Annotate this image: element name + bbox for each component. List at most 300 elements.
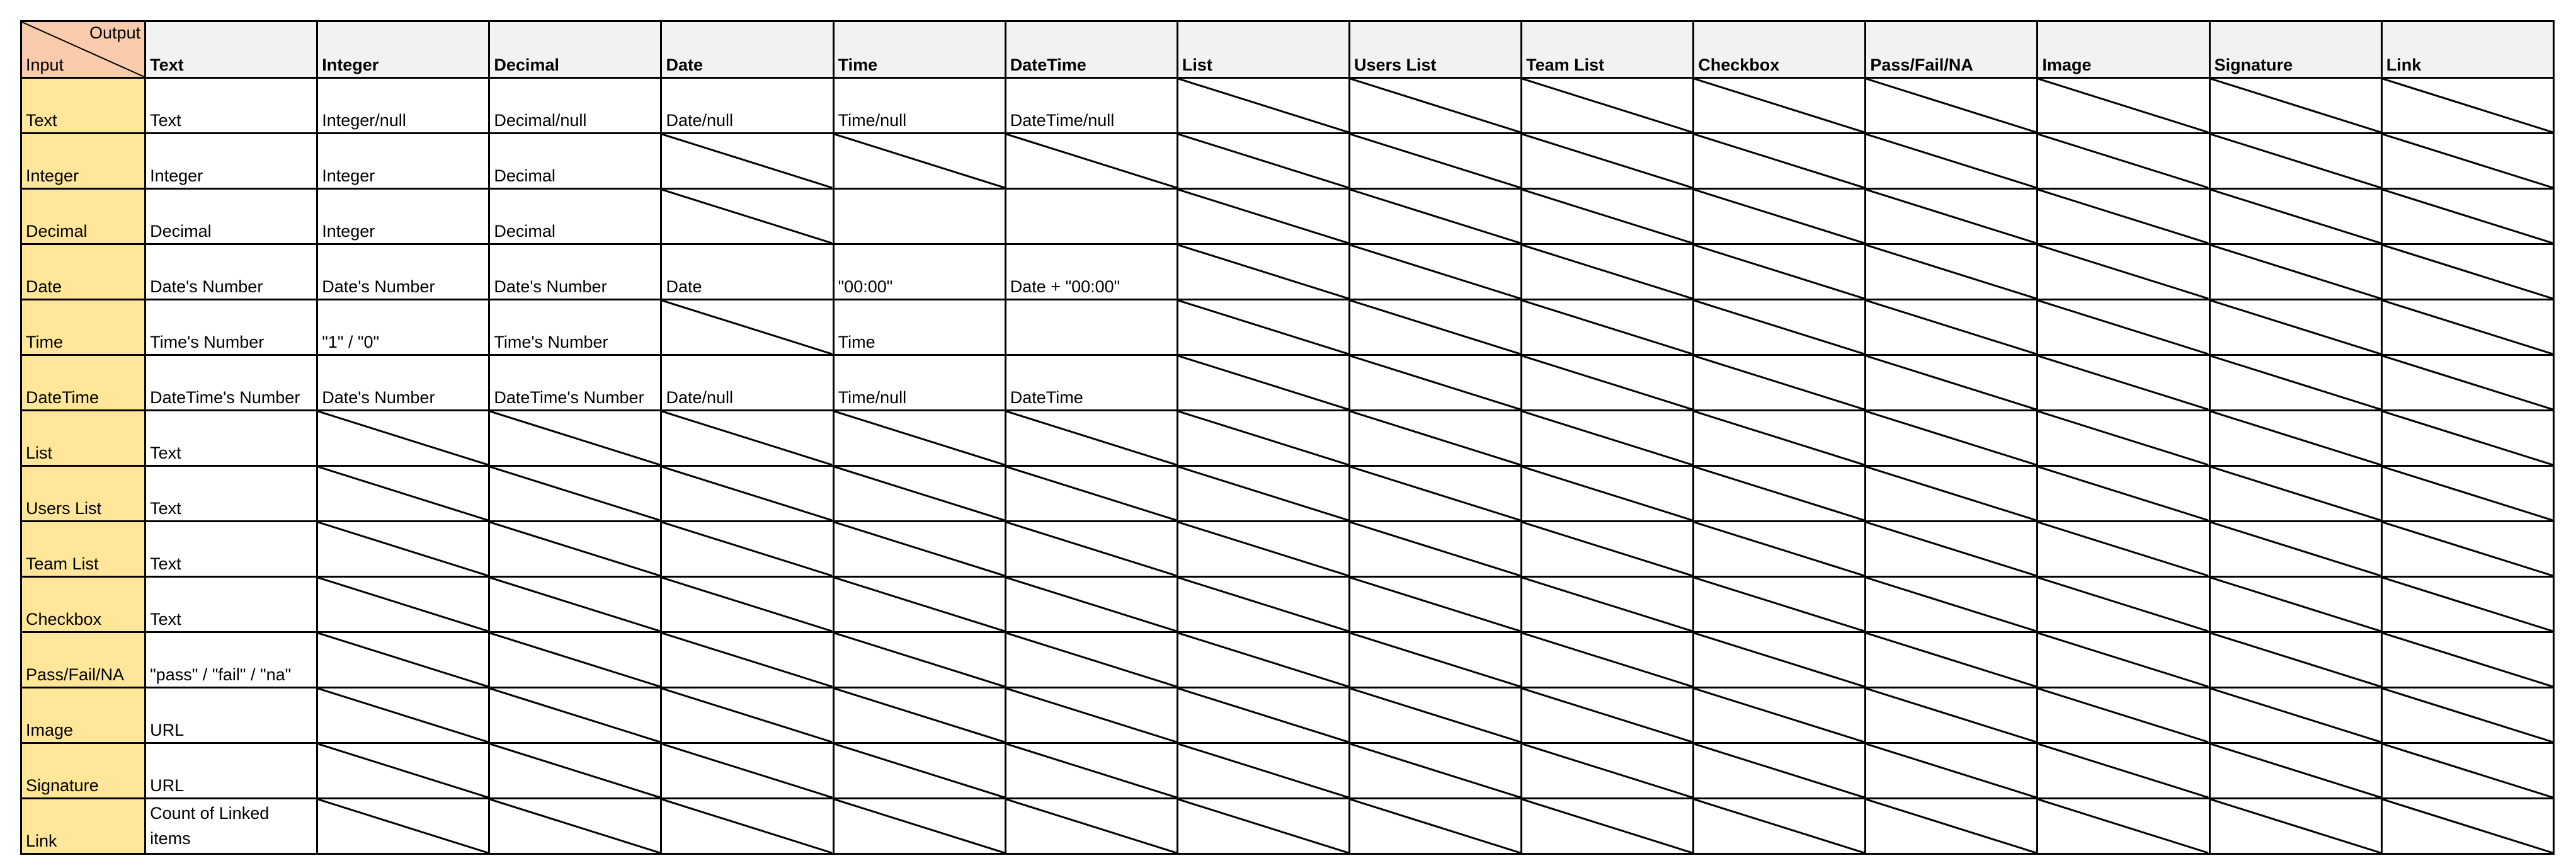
- strike-diagonal: [2038, 190, 2208, 243]
- conversion-cell: [833, 189, 1005, 244]
- strike-diagonal: [1522, 633, 1692, 687]
- conversion-cell: [1005, 189, 1177, 244]
- strike-diagonal: [2383, 190, 2553, 243]
- not-applicable-cell: [2381, 577, 2553, 632]
- strike-diagonal: [2038, 578, 2208, 631]
- column-header-decimal: Decimal: [489, 21, 661, 78]
- strike-diagonal: [1522, 245, 1692, 299]
- not-applicable-cell: [2381, 300, 2553, 355]
- strike-diagonal: [1694, 799, 1864, 853]
- strike-diagonal: [1522, 799, 1692, 853]
- not-applicable-cell: [2037, 688, 2209, 743]
- conversion-cell: [1005, 300, 1177, 355]
- not-applicable-cell: [1177, 134, 1349, 189]
- strike-diagonal: [1350, 578, 1520, 631]
- not-applicable-cell: [2381, 466, 2553, 522]
- table-row: [21, 78, 2554, 134]
- not-applicable-cell: [2209, 632, 2381, 688]
- not-applicable-cell: [1522, 743, 1694, 799]
- strike-diagonal: [1178, 134, 1348, 188]
- not-applicable-cell: [1349, 799, 1521, 854]
- strike-diagonal: [1694, 245, 1864, 299]
- not-applicable-cell: [1866, 411, 2037, 466]
- not-applicable-cell: [1349, 78, 1521, 134]
- strike-diagonal: [2383, 633, 2553, 687]
- strike-diagonal: [2038, 633, 2208, 687]
- conversion-cell: Integer: [317, 134, 489, 189]
- row-header-link: Link: [21, 799, 145, 854]
- not-applicable-cell: [317, 466, 489, 522]
- strike-diagonal: [2383, 467, 2553, 520]
- strike-diagonal: [1350, 300, 1520, 354]
- not-applicable-cell: [1177, 355, 1349, 411]
- strike-diagonal: [1350, 79, 1520, 132]
- not-applicable-cell: [317, 632, 489, 688]
- strike-diagonal: [1522, 134, 1692, 188]
- not-applicable-cell: [2381, 411, 2553, 466]
- strike-diagonal: [662, 633, 832, 687]
- strike-diagonal: [1006, 467, 1177, 520]
- not-applicable-cell: [1866, 78, 2037, 134]
- strike-diagonal: [662, 134, 832, 188]
- not-applicable-cell: [1866, 189, 2037, 244]
- column-header-checkbox: Checkbox: [1694, 21, 1866, 78]
- not-applicable-cell: [833, 632, 1005, 688]
- not-applicable-cell: [1866, 743, 2037, 799]
- row-header-users-list: Users List: [21, 466, 145, 522]
- strike-diagonal: [2211, 578, 2381, 631]
- strike-diagonal: [1006, 134, 1177, 188]
- not-applicable-cell: [489, 466, 661, 522]
- strike-diagonal: [2383, 300, 2553, 354]
- column-header-time: Time: [833, 21, 1005, 78]
- strike-diagonal: [1178, 190, 1348, 243]
- not-applicable-cell: [1005, 134, 1177, 189]
- strike-diagonal: [1866, 411, 2036, 465]
- strike-diagonal: [1522, 688, 1692, 742]
- strike-diagonal: [1178, 688, 1348, 742]
- conversion-cell: DateTime/null: [1005, 78, 1177, 134]
- not-applicable-cell: [2209, 522, 2381, 577]
- not-applicable-cell: [2209, 78, 2381, 134]
- not-applicable-cell: [2037, 632, 2209, 688]
- table-row: [21, 799, 2554, 854]
- not-applicable-cell: [2209, 189, 2381, 244]
- strike-diagonal: [318, 522, 488, 576]
- strike-diagonal: [1522, 744, 1692, 797]
- not-applicable-cell: [1005, 688, 1177, 743]
- not-applicable-cell: [2037, 189, 2209, 244]
- strike-diagonal: [835, 411, 1005, 465]
- not-applicable-cell: [1866, 466, 2037, 522]
- not-applicable-cell: [489, 743, 661, 799]
- column-header-team-list: Team List: [1522, 21, 1694, 78]
- not-applicable-cell: [2037, 300, 2209, 355]
- strike-diagonal: [2211, 134, 2381, 188]
- conversion-cell: Text: [145, 577, 317, 632]
- strike-diagonal: [1178, 522, 1348, 576]
- strike-diagonal: [2038, 744, 2208, 797]
- strike-diagonal: [662, 411, 832, 465]
- conversion-cell: "00:00": [833, 244, 1005, 300]
- output-axis-label: Output: [89, 23, 141, 42]
- strike-diagonal: [1694, 300, 1864, 354]
- strike-diagonal: [2383, 799, 2553, 853]
- not-applicable-cell: [1005, 522, 1177, 577]
- column-header-signature: Signature: [2209, 21, 2381, 78]
- not-applicable-cell: [2209, 244, 2381, 300]
- column-header-pass-fail-na: Pass/Fail/NA: [1866, 21, 2037, 78]
- conversion-cell: "1" / "0": [317, 300, 489, 355]
- strike-diagonal: [662, 467, 832, 520]
- column-header-list: List: [1177, 21, 1349, 78]
- strike-diagonal: [662, 688, 832, 742]
- not-applicable-cell: [489, 799, 661, 854]
- conversion-cell: Date's Number: [145, 244, 317, 300]
- strike-diagonal: [835, 688, 1005, 742]
- not-applicable-cell: [833, 134, 1005, 189]
- not-applicable-cell: [1005, 632, 1177, 688]
- row-header-team-list: Team List: [21, 522, 145, 577]
- conversion-cell: Decimal: [489, 134, 661, 189]
- not-applicable-cell: [1694, 688, 1866, 743]
- row-header-text: Text: [21, 78, 145, 134]
- not-applicable-cell: [2381, 522, 2553, 577]
- strike-diagonal: [1522, 467, 1692, 520]
- strike-diagonal: [1866, 467, 2036, 520]
- not-applicable-cell: [1694, 799, 1866, 854]
- not-applicable-cell: [1866, 799, 2037, 854]
- strike-diagonal: [1866, 245, 2036, 299]
- not-applicable-cell: [1694, 300, 1866, 355]
- not-applicable-cell: [1005, 743, 1177, 799]
- not-applicable-cell: [1177, 688, 1349, 743]
- strike-diagonal: [490, 522, 660, 576]
- strike-diagonal: [1178, 79, 1348, 132]
- strike-diagonal: [1006, 799, 1177, 853]
- not-applicable-cell: [833, 743, 1005, 799]
- conversion-cell: Decimal: [145, 189, 317, 244]
- strike-diagonal: [2383, 411, 2553, 465]
- not-applicable-cell: [1349, 577, 1521, 632]
- not-applicable-cell: [1694, 411, 1866, 466]
- not-applicable-cell: [317, 522, 489, 577]
- not-applicable-cell: [1177, 78, 1349, 134]
- strike-diagonal: [1350, 467, 1520, 520]
- strike-diagonal: [1522, 190, 1692, 243]
- strike-diagonal: [1350, 134, 1520, 188]
- strike-diagonal: [1006, 688, 1177, 742]
- strike-diagonal: [1350, 799, 1520, 853]
- strike-diagonal: [662, 190, 832, 243]
- conversion-cell: Integer: [317, 189, 489, 244]
- table-row: [21, 244, 2554, 300]
- strike-diagonal: [2211, 522, 2381, 576]
- strike-diagonal: [2038, 79, 2208, 132]
- not-applicable-cell: [1349, 355, 1521, 411]
- strike-diagonal: [2383, 578, 2553, 631]
- table-row: [21, 466, 2554, 522]
- strike-diagonal: [490, 578, 660, 631]
- not-applicable-cell: [1177, 577, 1349, 632]
- strike-diagonal: [835, 467, 1005, 520]
- not-applicable-cell: [1866, 300, 2037, 355]
- strike-diagonal: [1522, 578, 1692, 631]
- not-applicable-cell: [1522, 688, 1694, 743]
- not-applicable-cell: [1349, 688, 1521, 743]
- strike-diagonal: [1350, 190, 1520, 243]
- strike-diagonal: [2038, 688, 2208, 742]
- strike-diagonal: [835, 134, 1005, 188]
- row-header-list: List: [21, 411, 145, 466]
- strike-diagonal: [490, 467, 660, 520]
- not-applicable-cell: [489, 522, 661, 577]
- conversion-cell: Date/null: [661, 355, 833, 411]
- conversion-cell: Time/null: [833, 355, 1005, 411]
- not-applicable-cell: [1866, 522, 2037, 577]
- not-applicable-cell: [489, 688, 661, 743]
- conversion-cell: Integer/null: [317, 78, 489, 134]
- strike-diagonal: [1866, 633, 2036, 687]
- table-row: [21, 411, 2554, 466]
- conversion-cell: Count of Linked items: [145, 799, 317, 854]
- conversion-cell: URL: [145, 688, 317, 743]
- not-applicable-cell: [1177, 300, 1349, 355]
- strike-diagonal: [1350, 245, 1520, 299]
- strike-diagonal: [835, 633, 1005, 687]
- strike-diagonal: [1178, 799, 1348, 853]
- strike-diagonal: [1522, 411, 1692, 465]
- strike-diagonal: [1694, 744, 1864, 797]
- not-applicable-cell: [661, 799, 833, 854]
- column-header-users-list: Users List: [1349, 21, 1521, 78]
- strike-diagonal: [1006, 578, 1177, 631]
- not-applicable-cell: [2381, 632, 2553, 688]
- strike-diagonal: [2211, 799, 2381, 853]
- not-applicable-cell: [661, 411, 833, 466]
- row-header-checkbox: Checkbox: [21, 577, 145, 632]
- strike-diagonal: [318, 688, 488, 742]
- not-applicable-cell: [1522, 466, 1694, 522]
- strike-diagonal: [1694, 578, 1864, 631]
- not-applicable-cell: [1177, 799, 1349, 854]
- not-applicable-cell: [2209, 577, 2381, 632]
- not-applicable-cell: [1866, 355, 2037, 411]
- not-applicable-cell: [661, 688, 833, 743]
- conversion-cell: Text: [145, 522, 317, 577]
- strike-diagonal: [2038, 467, 2208, 520]
- table-row: [21, 688, 2554, 743]
- strike-diagonal: [835, 744, 1005, 797]
- strike-diagonal: [1006, 633, 1177, 687]
- column-header-date: Date: [661, 21, 833, 78]
- strike-diagonal: [1866, 688, 2036, 742]
- row-header-integer: Integer: [21, 134, 145, 189]
- not-applicable-cell: [1694, 189, 1866, 244]
- strike-diagonal: [1006, 744, 1177, 797]
- conversion-cell: Time: [833, 300, 1005, 355]
- column-header-text: Text: [145, 21, 317, 78]
- not-applicable-cell: [1177, 189, 1349, 244]
- column-header-integer: Integer: [317, 21, 489, 78]
- table-row: [21, 743, 2554, 799]
- not-applicable-cell: [1522, 244, 1694, 300]
- conversion-matrix: [20, 20, 2555, 855]
- not-applicable-cell: [2037, 411, 2209, 466]
- row-header-date: Date: [21, 244, 145, 300]
- not-applicable-cell: [2037, 522, 2209, 577]
- not-applicable-cell: [1522, 632, 1694, 688]
- not-applicable-cell: [1694, 244, 1866, 300]
- not-applicable-cell: [2209, 799, 2381, 854]
- strike-diagonal: [1178, 411, 1348, 465]
- not-applicable-cell: [1694, 632, 1866, 688]
- not-applicable-cell: [1694, 78, 1866, 134]
- strike-diagonal: [2211, 411, 2381, 465]
- not-applicable-cell: [1522, 78, 1694, 134]
- strike-diagonal: [2211, 467, 2381, 520]
- not-applicable-cell: [317, 743, 489, 799]
- conversion-cell: Decimal: [489, 189, 661, 244]
- conversion-cell: Date's Number: [317, 355, 489, 411]
- not-applicable-cell: [833, 577, 1005, 632]
- not-applicable-cell: [1522, 355, 1694, 411]
- strike-diagonal: [1178, 300, 1348, 354]
- not-applicable-cell: [1177, 743, 1349, 799]
- strike-diagonal: [1866, 134, 2036, 188]
- strike-diagonal: [318, 633, 488, 687]
- strike-diagonal: [1178, 633, 1348, 687]
- conversion-cell: Date's Number: [317, 244, 489, 300]
- not-applicable-cell: [1005, 799, 1177, 854]
- strike-diagonal: [1694, 411, 1864, 465]
- strike-diagonal: [1694, 134, 1864, 188]
- not-applicable-cell: [2381, 688, 2553, 743]
- strike-diagonal: [1350, 522, 1520, 576]
- strike-diagonal: [1350, 411, 1520, 465]
- strike-diagonal: [835, 799, 1005, 853]
- conversion-cell: Text: [145, 78, 317, 134]
- not-applicable-cell: [1349, 300, 1521, 355]
- table-row: [21, 355, 2554, 411]
- not-applicable-cell: [2381, 244, 2553, 300]
- not-applicable-cell: [661, 522, 833, 577]
- not-applicable-cell: [1005, 411, 1177, 466]
- row-header-decimal: Decimal: [21, 189, 145, 244]
- not-applicable-cell: [1005, 577, 1177, 632]
- row-header-time: Time: [21, 300, 145, 355]
- strike-diagonal: [2211, 744, 2381, 797]
- strike-diagonal: [1178, 578, 1348, 631]
- not-applicable-cell: [833, 411, 1005, 466]
- not-applicable-cell: [1866, 632, 2037, 688]
- not-applicable-cell: [2381, 189, 2553, 244]
- strike-diagonal: [1350, 356, 1520, 409]
- not-applicable-cell: [661, 300, 833, 355]
- conversion-cell: Date/null: [661, 78, 833, 134]
- strike-diagonal: [1866, 578, 2036, 631]
- strike-diagonal: [662, 744, 832, 797]
- conversion-cell: "pass" / "fail" / "na": [145, 632, 317, 688]
- strike-diagonal: [1866, 300, 2036, 354]
- not-applicable-cell: [2381, 355, 2553, 411]
- strike-diagonal: [1694, 356, 1864, 409]
- strike-diagonal: [1522, 522, 1692, 576]
- not-applicable-cell: [2037, 466, 2209, 522]
- strike-diagonal: [2383, 522, 2553, 576]
- strike-diagonal: [2211, 356, 2381, 409]
- not-applicable-cell: [2381, 134, 2553, 189]
- not-applicable-cell: [489, 577, 661, 632]
- not-applicable-cell: [1522, 300, 1694, 355]
- strike-diagonal: [1866, 190, 2036, 243]
- not-applicable-cell: [317, 799, 489, 854]
- not-applicable-cell: [2209, 134, 2381, 189]
- row-header-image: Image: [21, 688, 145, 743]
- strike-diagonal: [2038, 799, 2208, 853]
- not-applicable-cell: [833, 522, 1005, 577]
- not-applicable-cell: [2209, 743, 2381, 799]
- strike-diagonal: [1522, 300, 1692, 354]
- not-applicable-cell: [1349, 522, 1521, 577]
- conversion-cell: Text: [145, 411, 317, 466]
- not-applicable-cell: [661, 577, 833, 632]
- table-row: [21, 189, 2554, 244]
- strike-diagonal: [2211, 300, 2381, 354]
- not-applicable-cell: [1866, 134, 2037, 189]
- strike-diagonal: [1694, 633, 1864, 687]
- strike-diagonal: [490, 411, 660, 465]
- table-row: [21, 134, 2554, 189]
- strike-diagonal: [2038, 522, 2208, 576]
- column-header-datetime: DateTime: [1005, 21, 1177, 78]
- row-header-signature: Signature: [21, 743, 145, 799]
- not-applicable-cell: [2209, 688, 2381, 743]
- strike-diagonal: [1694, 79, 1864, 132]
- not-applicable-cell: [317, 577, 489, 632]
- not-applicable-cell: [1694, 522, 1866, 577]
- not-applicable-cell: [1522, 411, 1694, 466]
- table-row: [21, 577, 2554, 632]
- column-header-link: Link: [2381, 21, 2553, 78]
- strike-diagonal: [662, 578, 832, 631]
- not-applicable-cell: [1349, 632, 1521, 688]
- not-applicable-cell: [1349, 411, 1521, 466]
- not-applicable-cell: [1866, 688, 2037, 743]
- strike-diagonal: [662, 799, 832, 853]
- not-applicable-cell: [1522, 189, 1694, 244]
- strike-diagonal: [1866, 522, 2036, 576]
- row-header-datetime: DateTime: [21, 355, 145, 411]
- not-applicable-cell: [2381, 743, 2553, 799]
- not-applicable-cell: [2037, 78, 2209, 134]
- header-row: [21, 21, 2554, 78]
- row-header-pass-fail-na: Pass/Fail/NA: [21, 632, 145, 688]
- strike-diagonal: [1866, 744, 2036, 797]
- not-applicable-cell: [1349, 134, 1521, 189]
- conversion-cell: DateTime's Number: [489, 355, 661, 411]
- strike-diagonal: [1866, 356, 2036, 409]
- strike-diagonal: [318, 744, 488, 797]
- not-applicable-cell: [833, 466, 1005, 522]
- not-applicable-cell: [1866, 244, 2037, 300]
- column-header-image: Image: [2037, 21, 2209, 78]
- not-applicable-cell: [2037, 355, 2209, 411]
- not-applicable-cell: [2209, 411, 2381, 466]
- not-applicable-cell: [317, 688, 489, 743]
- strike-diagonal: [2211, 633, 2381, 687]
- strike-diagonal: [2038, 356, 2208, 409]
